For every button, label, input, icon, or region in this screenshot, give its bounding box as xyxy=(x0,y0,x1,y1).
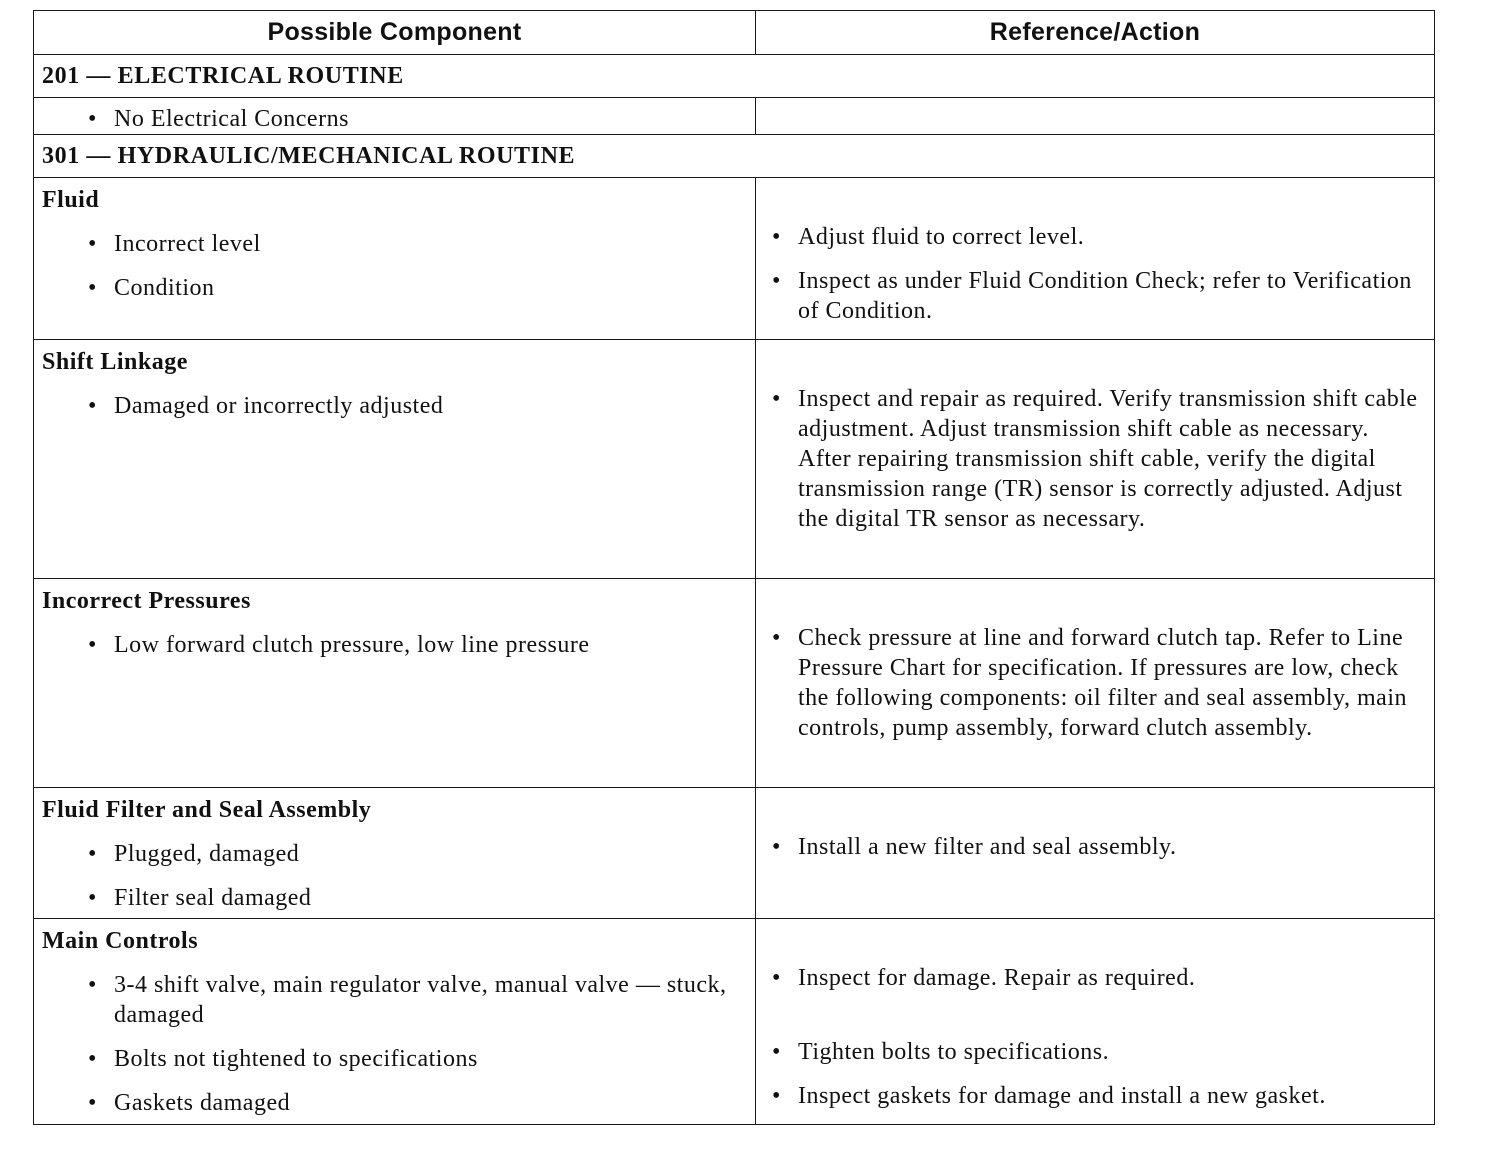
action-item: • Inspect for damage. Repair as required. xyxy=(756,963,1434,993)
component-item: • Low forward clutch pressure, low line pressure xyxy=(34,630,755,660)
group-title: Shift Linkage xyxy=(42,349,188,375)
section-title-electrical: 201 — ELECTRICAL ROUTINE xyxy=(34,55,1435,98)
group-row-fluid-filter xyxy=(34,788,1435,919)
action-cell xyxy=(756,788,1435,919)
action-item: • Inspect gaskets for damage and install a new gasket. xyxy=(756,1081,1434,1111)
action-cell xyxy=(756,579,1435,788)
section-row-hydraulic xyxy=(34,135,1435,178)
component-item: • Plugged, damaged xyxy=(34,839,755,869)
group-title: Main Controls xyxy=(42,928,199,954)
action-item: • Install a new filter and seal assembly. xyxy=(756,832,1434,862)
action-item: • Adjust fluid to correct level. xyxy=(756,222,1434,252)
group-row-fluid xyxy=(34,178,1435,340)
component-cell xyxy=(34,579,756,788)
component-item: • Bolts not tightened to specifications xyxy=(34,1044,755,1074)
component-item: • 3-4 shift valve, main regulator valve, manual valve — stuck, damaged xyxy=(34,970,755,1030)
component-cell xyxy=(34,340,756,579)
electrical-item-row xyxy=(34,98,1435,135)
section-row-electrical xyxy=(34,55,1435,98)
electrical-action-cell xyxy=(756,98,1435,135)
group-row-incorrect-pressures xyxy=(34,579,1435,788)
group-title: Fluid xyxy=(42,187,100,213)
header-row xyxy=(34,11,1435,55)
group-title: Fluid Filter and Seal Assembly xyxy=(42,797,372,823)
diagnostic-table xyxy=(33,10,1435,1125)
group-row-shift-linkage xyxy=(34,340,1435,579)
action-cell xyxy=(756,340,1435,579)
action-item: • Tighten bolts to specifications. xyxy=(756,1037,1434,1067)
component-item: • Damaged or incorrectly adjusted xyxy=(34,391,755,421)
action-item: • Inspect and repair as required. Verify transmission shift cable adjustment. Adjust transmission shift cable as necessary. After repairing transmission shift cable, verify the digital transmission range (TR) sensor is correctly adjusted. Adjust the digital TR sensor as necessary. xyxy=(756,384,1434,534)
component-cell xyxy=(34,919,756,1125)
component-item: • No Electrical Concerns xyxy=(34,104,755,134)
component-item: • Filter seal damaged xyxy=(34,883,755,913)
electrical-component-cell xyxy=(34,98,756,135)
section-title-hydraulic: 301 — HYDRAULIC/MECHANICAL ROUTINE xyxy=(34,135,1435,178)
header-possible-component: Possible Component xyxy=(34,11,756,55)
action-cell xyxy=(756,178,1435,340)
component-cell xyxy=(34,788,756,919)
group-title: Incorrect Pressures xyxy=(42,588,251,614)
component-item: • Condition xyxy=(34,273,755,303)
group-row-main-controls xyxy=(34,919,1435,1125)
component-item: • Gaskets damaged xyxy=(34,1088,755,1118)
action-item: • Check pressure at line and forward clutch tap. Refer to Line Pressure Chart for specification. If pressures are low, check the following components: oil filter and seal assembly, main controls, pump assembly, forward clutch assembly. xyxy=(756,623,1434,743)
component-item: • Incorrect level xyxy=(34,229,755,259)
component-cell xyxy=(34,178,756,340)
action-cell xyxy=(756,919,1435,1125)
header-reference-action: Reference/Action xyxy=(756,11,1435,55)
action-item: • Inspect as under Fluid Condition Check; refer to Verification of Condition. xyxy=(756,266,1434,326)
